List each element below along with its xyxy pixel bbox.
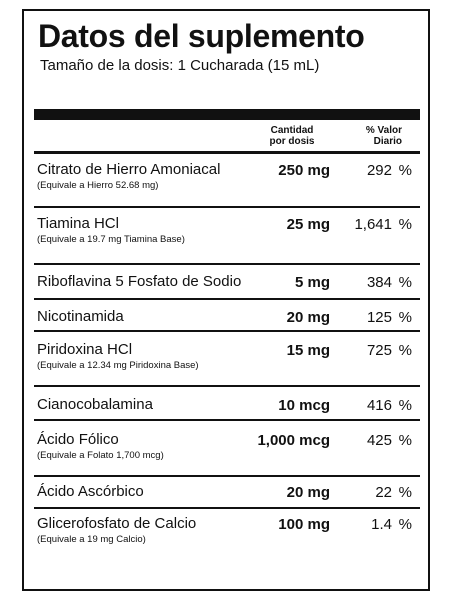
percent-sign: % — [398, 309, 412, 326]
nutrient-amount: 20 mg — [286, 484, 330, 501]
supplement-facts-panel — [22, 9, 430, 591]
serving-size: Tamaño de la dosis: 1 Cucharada (15 mL) — [40, 57, 320, 74]
nutrient-row — [34, 483, 420, 507]
nutrient-daily-value: 292 — [366, 162, 392, 179]
row-divider — [34, 298, 420, 300]
percent-sign: % — [398, 216, 412, 233]
row-divider — [34, 385, 420, 387]
nutrient-amount: 20 mg — [286, 309, 330, 326]
percent-sign: % — [398, 342, 412, 359]
row-divider — [34, 507, 420, 509]
nutrient-amount: 25 mg — [286, 216, 330, 233]
percent-sign: % — [398, 162, 412, 179]
nutrient-equivalent: (Equivale a 12.34 mg Piridoxina Base) — [37, 360, 199, 371]
nutrient-row — [34, 308, 420, 332]
nutrient-row — [34, 215, 420, 261]
header-amount — [256, 125, 328, 147]
nutrient-amount: 100 mg — [278, 516, 330, 533]
nutrient-name: Riboflavina 5 Fosfato de Sodio — [37, 273, 242, 290]
thick-divider — [34, 109, 420, 120]
percent-sign: % — [398, 516, 412, 533]
row-divider — [34, 263, 420, 265]
header-amount-line2: por dosis — [269, 136, 315, 147]
nutrient-row — [34, 396, 420, 420]
nutrient-name: Glicerofosfato de Calcio — [37, 515, 197, 532]
header-dv-line1: % Valor — [365, 125, 402, 136]
header-dv-line2: Diario — [373, 136, 402, 147]
nutrient-daily-value: 1,641 — [354, 216, 392, 233]
nutrient-equivalent: (Equivale a Folato 1,700 mcg) — [37, 450, 164, 461]
nutrient-row — [34, 341, 420, 387]
nutrient-row — [34, 273, 420, 297]
nutrient-row — [34, 431, 420, 477]
nutrient-daily-value: 725 — [366, 342, 392, 359]
header-daily-value — [342, 125, 402, 147]
nutrient-name: Cianocobalamina — [37, 396, 153, 413]
nutrient-daily-value: 384 — [366, 274, 392, 291]
nutrient-name: Ácido Fólico — [37, 431, 119, 448]
nutrient-amount: 15 mg — [286, 342, 330, 359]
row-divider — [34, 206, 420, 208]
nutrient-name: Ácido Ascórbico — [37, 483, 144, 500]
nutrient-row — [34, 161, 420, 207]
nutrient-daily-value: 425 — [366, 432, 392, 449]
nutrient-daily-value: 22 — [375, 484, 392, 501]
nutrient-amount: 1,000 mcg — [257, 432, 330, 449]
nutrient-row — [34, 515, 420, 561]
nutrient-name: Piridoxina HCl — [37, 341, 133, 358]
row-divider — [34, 475, 420, 477]
panel-title: Datos del suplemento — [38, 18, 365, 54]
nutrient-daily-value: 1.4 — [371, 516, 392, 533]
nutrient-name: Nicotinamida — [37, 308, 124, 325]
nutrient-daily-value: 416 — [366, 397, 392, 414]
nutrient-daily-value: 125 — [366, 309, 392, 326]
nutrient-amount: 250 mg — [278, 162, 330, 179]
nutrient-amount: 10 mcg — [278, 397, 330, 414]
nutrient-name: Citrato de Hierro Amoniacal — [37, 161, 221, 178]
percent-sign: % — [398, 274, 412, 291]
nutrient-equivalent: (Equivale a Hierro 52.68 mg) — [37, 180, 159, 191]
header-divider — [34, 151, 420, 154]
percent-sign: % — [398, 397, 412, 414]
row-divider — [34, 330, 420, 332]
nutrient-amount: 5 mg — [294, 274, 330, 291]
percent-sign: % — [398, 484, 412, 501]
nutrient-equivalent: (Equivale a 19.7 mg Tiamina Base) — [37, 234, 185, 245]
row-divider — [34, 419, 420, 421]
nutrient-equivalent: (Equivale a 19 mg Calcio) — [37, 534, 146, 545]
nutrient-name: Tiamina HCl — [37, 215, 119, 232]
header-amount-line1: Cantidad — [270, 125, 314, 136]
percent-sign: % — [398, 432, 412, 449]
